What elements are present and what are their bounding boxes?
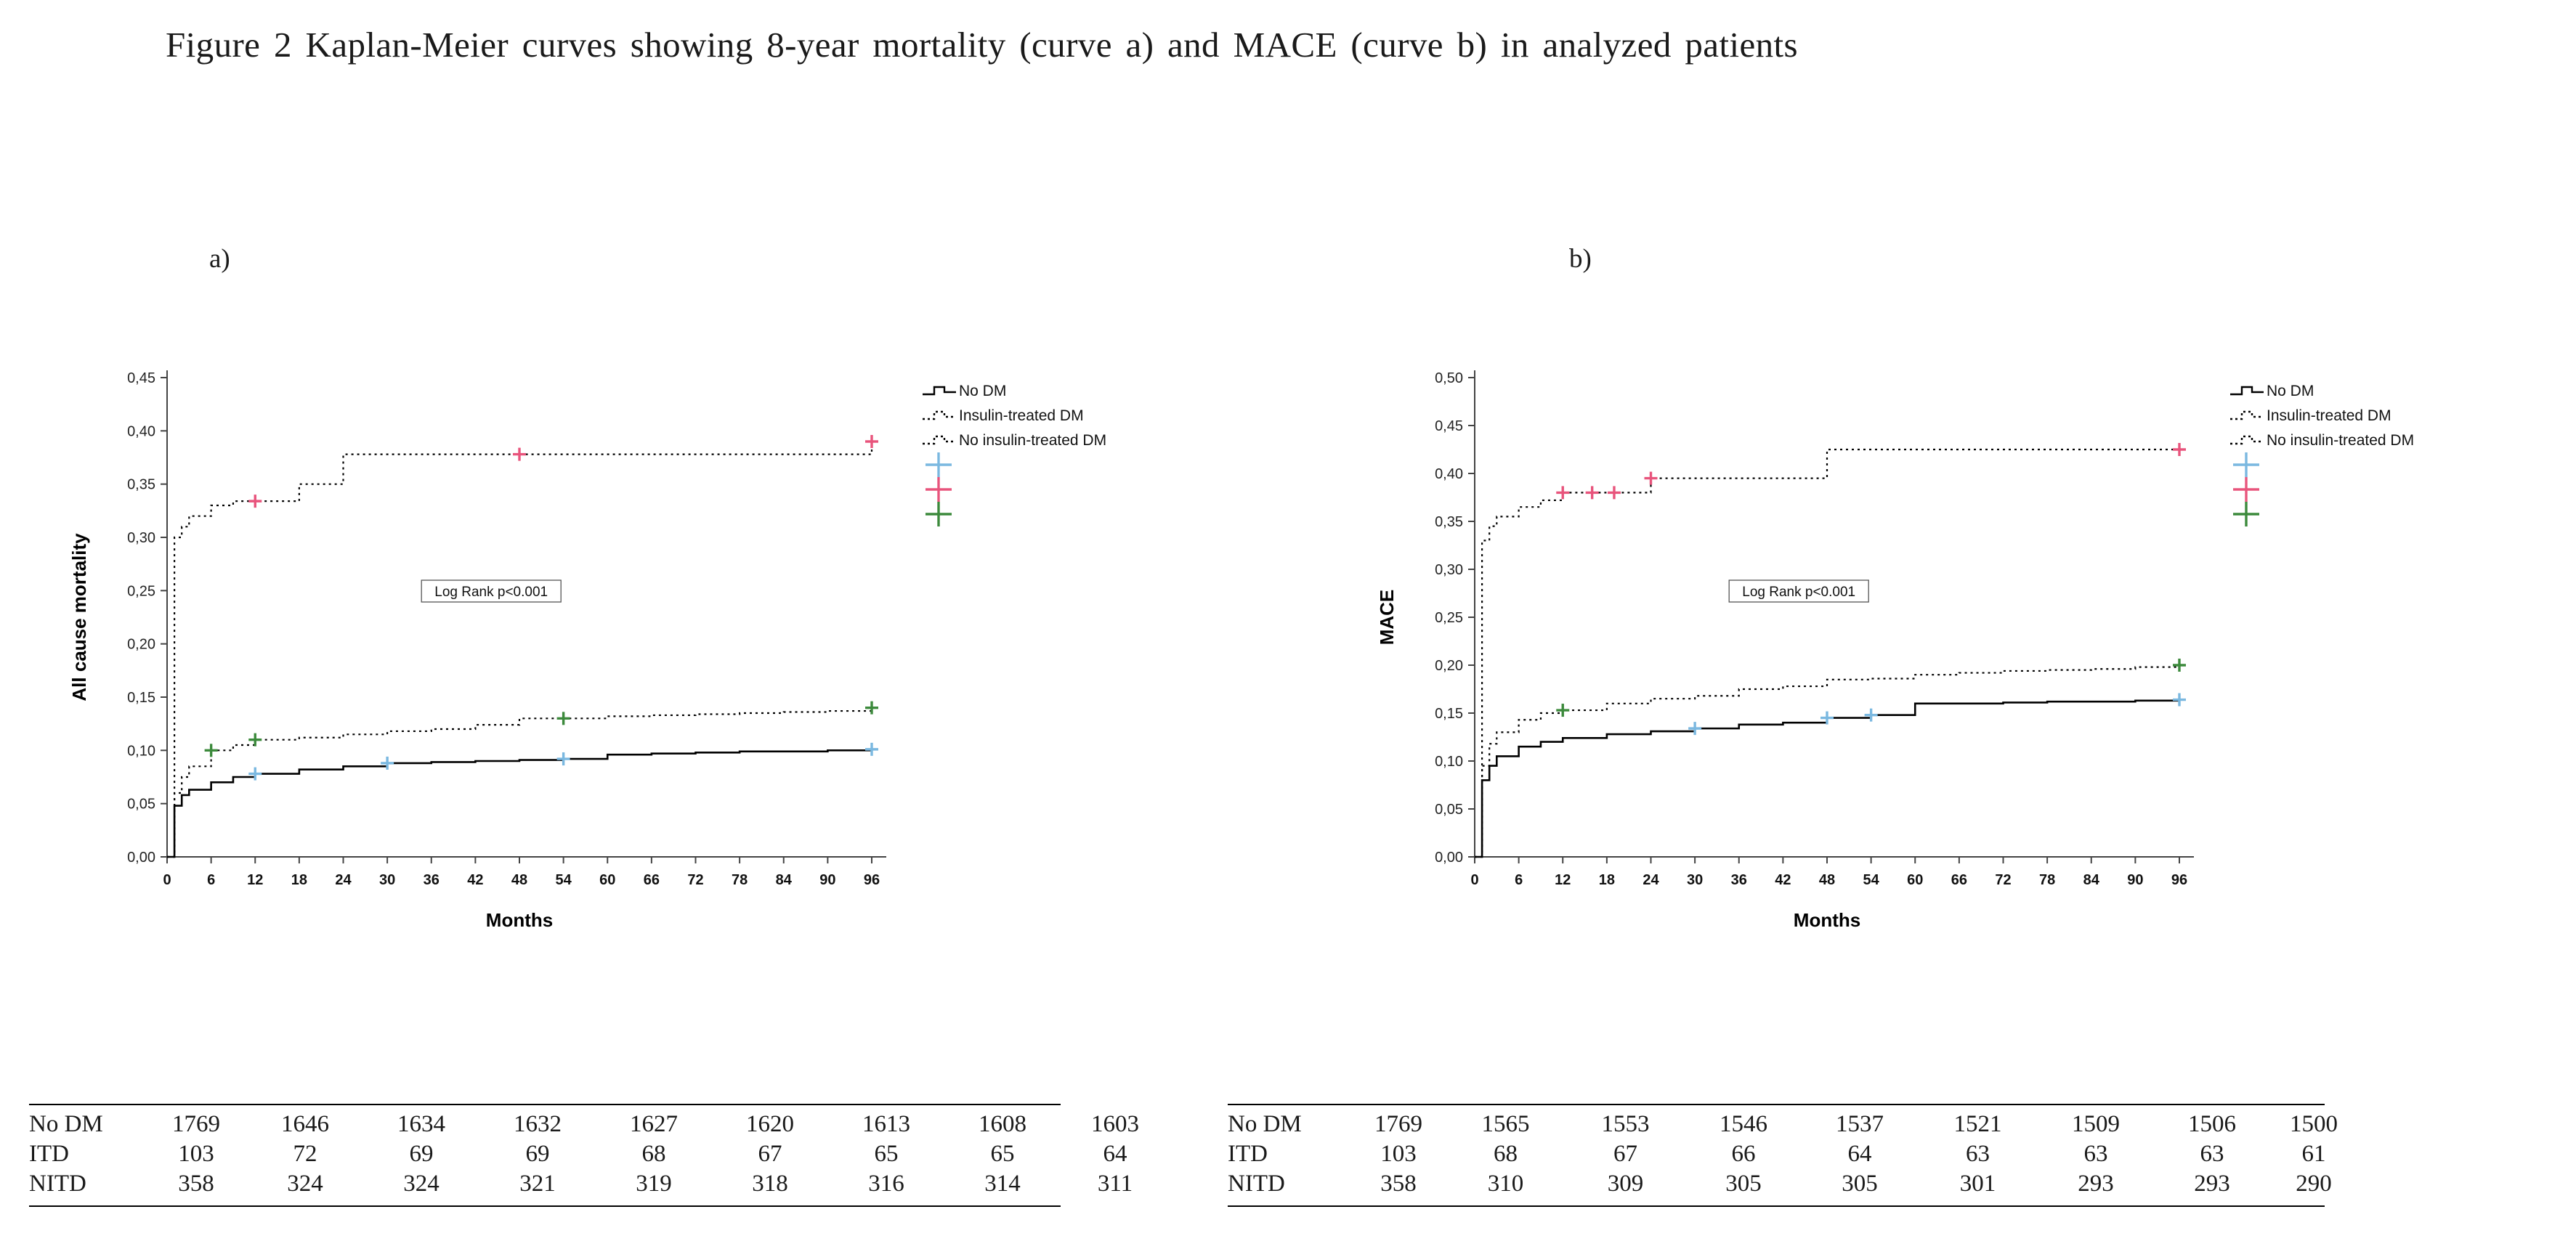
risk-cell: 103 xyxy=(1380,1141,1417,1167)
y-tick-label: 0,40 xyxy=(1435,466,1463,482)
risk-row-label: No DM xyxy=(1228,1111,1302,1137)
censor-mark xyxy=(865,701,878,715)
risk-cell: 1769 xyxy=(1374,1111,1422,1137)
x-tick-label: 48 xyxy=(1818,872,1836,888)
y-tick-label: 0,10 xyxy=(1435,754,1463,770)
x-tick-label: 54 xyxy=(1863,872,1879,888)
log-rank-annotation xyxy=(1729,580,1868,602)
x-tick-label: 84 xyxy=(775,872,792,888)
risk-table-row xyxy=(1228,1110,2357,1139)
curve-insulin-treated-dm xyxy=(1475,449,2179,857)
x-tick-label: 90 xyxy=(2127,872,2144,888)
x-tick-label: 12 xyxy=(1555,872,1571,888)
x-tick-label: 42 xyxy=(1775,872,1791,888)
curve-no-insulin-treated-dm xyxy=(1475,665,2179,857)
risk-row-label: No DM xyxy=(29,1111,103,1137)
censor-mark xyxy=(205,744,218,757)
risk-cell: 310 xyxy=(1487,1171,1524,1197)
chart-panel-a xyxy=(44,349,1148,1046)
risk-row-label: NITD xyxy=(1228,1171,1285,1197)
x-tick-label: 84 xyxy=(2083,872,2099,888)
censor-mark xyxy=(2173,443,2186,456)
risk-table-a-top-rule xyxy=(29,1104,1061,1105)
risk-cell: 305 xyxy=(1842,1171,1878,1197)
risk-cell: 1500 xyxy=(2290,1111,2338,1137)
x-tick-label: 18 xyxy=(291,872,307,888)
x-tick-label: 24 xyxy=(1643,872,1659,888)
x-axis-title: Months xyxy=(1793,909,1861,931)
censor-mark xyxy=(381,757,394,770)
y-tick-label: 0,30 xyxy=(1435,562,1463,578)
x-tick-label: 78 xyxy=(732,872,748,888)
x-tick-label: 18 xyxy=(1598,872,1615,888)
risk-cell: 67 xyxy=(758,1141,782,1167)
risk-cell: 65 xyxy=(874,1141,899,1167)
legend-label: No insulin-treated DM xyxy=(2267,432,2415,449)
risk-cell: 1634 xyxy=(397,1111,445,1137)
risk-table-b-bottom-rule xyxy=(1228,1205,2325,1207)
curve-no-dm xyxy=(167,749,872,857)
x-tick-label: 60 xyxy=(1907,872,1924,888)
censor-mark xyxy=(1865,709,1878,722)
risk-cell: 68 xyxy=(641,1141,666,1167)
risk-cell: 69 xyxy=(525,1141,550,1167)
y-tick-label: 0,15 xyxy=(127,690,155,706)
risk-cell: 1608 xyxy=(979,1111,1026,1137)
y-tick-label: 0,35 xyxy=(1435,514,1463,530)
x-tick-label: 96 xyxy=(863,872,880,888)
risk-cell: 290 xyxy=(2296,1171,2332,1197)
censor-mark xyxy=(1556,486,1569,499)
x-tick-label: 30 xyxy=(1687,872,1704,888)
legend-label: No DM xyxy=(2267,383,2314,399)
y-tick-label: 0,45 xyxy=(1435,418,1463,434)
risk-cell: 66 xyxy=(1731,1141,1756,1167)
risk-cell: 103 xyxy=(178,1141,214,1167)
legend-label: No insulin-treated DM xyxy=(959,432,1107,449)
risk-cell: 1521 xyxy=(1953,1111,2002,1137)
risk-cell: 63 xyxy=(2200,1141,2224,1167)
x-tick-label: 48 xyxy=(511,872,528,888)
risk-cell: 1506 xyxy=(2188,1111,2236,1137)
legend-item xyxy=(2233,502,2259,526)
risk-table-row xyxy=(29,1169,1170,1199)
x-tick-label: 0 xyxy=(1470,872,1479,888)
risk-cell: 358 xyxy=(1380,1171,1417,1197)
x-tick-label: 90 xyxy=(819,872,836,888)
risk-cell: 1613 xyxy=(862,1111,910,1137)
censor-mark xyxy=(1556,704,1569,717)
kaplan-meier-chart-b xyxy=(1351,349,2455,1046)
risk-table-row xyxy=(1228,1169,2357,1199)
y-tick-label: 0,35 xyxy=(127,476,155,493)
risk-table-a-bottom-rule xyxy=(29,1205,1061,1207)
risk-row-label: ITD xyxy=(29,1141,69,1167)
kaplan-meier-chart-a xyxy=(44,349,1148,1046)
chart-panel-b xyxy=(1351,349,2455,1046)
legend-label: Insulin-treated DM xyxy=(959,407,1084,424)
risk-table-row xyxy=(29,1139,1170,1169)
figure-caption: Figure 2 Kaplan-Meier curves showing 8-year mortality (curve a) and MACE (curve b) in analyzed patients xyxy=(166,25,1799,65)
risk-table-row xyxy=(29,1110,1170,1139)
x-tick-label: 0 xyxy=(163,872,171,888)
x-tick-label: 78 xyxy=(2039,872,2056,888)
x-tick-label: 24 xyxy=(335,872,352,888)
censor-mark xyxy=(2173,659,2186,672)
legend-item xyxy=(926,502,952,526)
y-tick-label: 0,10 xyxy=(127,743,155,760)
risk-cell: 311 xyxy=(1097,1171,1133,1197)
risk-cell: 1546 xyxy=(1720,1111,1767,1137)
y-tick-label: 0,25 xyxy=(127,583,155,600)
x-tick-label: 30 xyxy=(379,872,396,888)
censor-mark xyxy=(1645,472,1658,485)
risk-cell: 64 xyxy=(1103,1141,1127,1167)
x-tick-label: 72 xyxy=(687,872,704,888)
risk-cell: 293 xyxy=(2078,1171,2114,1197)
censor-mark xyxy=(2173,693,2186,707)
risk-cell: 67 xyxy=(1613,1141,1637,1167)
risk-cell: 63 xyxy=(2083,1141,2108,1167)
censor-mark xyxy=(865,435,878,448)
risk-cell: 305 xyxy=(1725,1171,1762,1197)
risk-cell: 1620 xyxy=(746,1111,794,1137)
x-tick-label: 36 xyxy=(1730,872,1747,888)
y-axis-title: All cause mortality xyxy=(68,533,90,701)
risk-table-row xyxy=(1228,1139,2357,1169)
x-axis-title: Months xyxy=(485,909,554,931)
risk-cell: 324 xyxy=(403,1171,440,1197)
risk-cell: 301 xyxy=(1959,1171,1996,1197)
risk-row-label: ITD xyxy=(1228,1141,1268,1167)
censor-mark xyxy=(248,495,262,508)
risk-cell: 316 xyxy=(868,1171,904,1197)
risk-table-b-top-rule xyxy=(1228,1104,2325,1105)
risk-cell: 318 xyxy=(752,1171,788,1197)
risk-table-a xyxy=(29,1110,1170,1199)
risk-cell: 1646 xyxy=(281,1111,329,1137)
risk-cell: 63 xyxy=(1966,1141,1990,1167)
legend-item xyxy=(926,477,952,502)
y-tick-label: 0,45 xyxy=(127,370,155,386)
censor-mark xyxy=(557,752,570,765)
curve-no-insulin-treated-dm xyxy=(167,708,872,857)
panel-b-label: b) xyxy=(1569,244,1592,274)
risk-cell: 293 xyxy=(2194,1171,2230,1197)
censor-mark xyxy=(1586,486,1599,499)
y-tick-label: 0,05 xyxy=(127,796,155,813)
legend-item xyxy=(926,452,952,477)
risk-cell: 1627 xyxy=(630,1111,678,1137)
risk-cell: 358 xyxy=(178,1171,214,1197)
legend-label: No DM xyxy=(959,383,1007,399)
censor-mark xyxy=(513,448,526,461)
legend-item xyxy=(923,383,1006,399)
risk-cell: 68 xyxy=(1494,1141,1518,1167)
x-tick-label: 60 xyxy=(599,872,616,888)
legend-item xyxy=(2233,477,2259,502)
legend-item xyxy=(2230,432,2414,449)
svg-text:Log Rank p<0.001: Log Rank p<0.001 xyxy=(1742,585,1856,600)
legend-item xyxy=(2230,407,2391,424)
y-tick-label: 0,25 xyxy=(1435,610,1463,626)
risk-cell: 69 xyxy=(409,1141,434,1167)
censor-mark xyxy=(1608,486,1621,499)
x-tick-label: 6 xyxy=(207,872,216,888)
risk-cell: 309 xyxy=(1607,1171,1644,1197)
x-tick-label: 54 xyxy=(555,872,572,888)
risk-cell: 1603 xyxy=(1091,1111,1139,1137)
risk-row-label: NITD xyxy=(29,1171,86,1197)
y-tick-label: 0,05 xyxy=(1435,802,1463,818)
y-tick-label: 0,50 xyxy=(1435,370,1463,386)
risk-cell: 1553 xyxy=(1601,1111,1650,1137)
legend-item xyxy=(2233,452,2259,477)
legend-item xyxy=(923,432,1106,449)
risk-cell: 1769 xyxy=(172,1111,220,1137)
censor-mark xyxy=(248,768,262,781)
risk-cell: 64 xyxy=(1847,1141,1872,1167)
y-tick-label: 0,15 xyxy=(1435,706,1463,722)
x-tick-label: 72 xyxy=(1995,872,2012,888)
y-tick-label: 0,30 xyxy=(127,530,155,546)
risk-cell: 319 xyxy=(636,1171,672,1197)
x-tick-label: 66 xyxy=(1951,872,1967,888)
legend-label: Insulin-treated DM xyxy=(2267,407,2391,424)
x-tick-label: 36 xyxy=(423,872,440,888)
risk-cell: 61 xyxy=(2301,1141,2326,1167)
risk-cell: 72 xyxy=(293,1141,317,1167)
risk-cell: 1509 xyxy=(2072,1111,2120,1137)
risk-table-b xyxy=(1228,1110,2357,1199)
risk-cell: 321 xyxy=(519,1171,556,1197)
x-tick-label: 12 xyxy=(247,872,264,888)
y-tick-label: 0,20 xyxy=(1435,658,1463,674)
censor-mark xyxy=(557,712,570,725)
risk-cell: 1632 xyxy=(514,1111,562,1137)
x-tick-label: 96 xyxy=(2171,872,2188,888)
svg-text:Log Rank p<0.001: Log Rank p<0.001 xyxy=(434,585,548,600)
censor-mark xyxy=(865,743,878,756)
risk-cell: 65 xyxy=(990,1141,1015,1167)
y-tick-label: 0,20 xyxy=(127,636,155,653)
risk-cell: 324 xyxy=(287,1171,323,1197)
curve-insulin-treated-dm xyxy=(167,442,872,857)
panel-a-label: a) xyxy=(209,244,230,274)
censor-mark xyxy=(1688,722,1701,735)
x-tick-label: 6 xyxy=(1515,872,1523,888)
legend-item xyxy=(2230,383,2314,399)
y-axis-title: MACE xyxy=(1376,589,1398,646)
risk-cell: 314 xyxy=(984,1171,1021,1197)
risk-cell: 1565 xyxy=(1481,1111,1530,1137)
risk-cell: 1537 xyxy=(1836,1111,1884,1137)
x-tick-label: 66 xyxy=(643,872,660,888)
censor-mark xyxy=(248,733,262,746)
log-rank-annotation xyxy=(421,580,561,602)
y-tick-label: 0,00 xyxy=(127,850,155,866)
y-tick-label: 0,40 xyxy=(127,423,155,440)
y-tick-label: 0,00 xyxy=(1435,850,1463,866)
x-tick-label: 42 xyxy=(467,872,484,888)
legend-item xyxy=(923,407,1084,424)
